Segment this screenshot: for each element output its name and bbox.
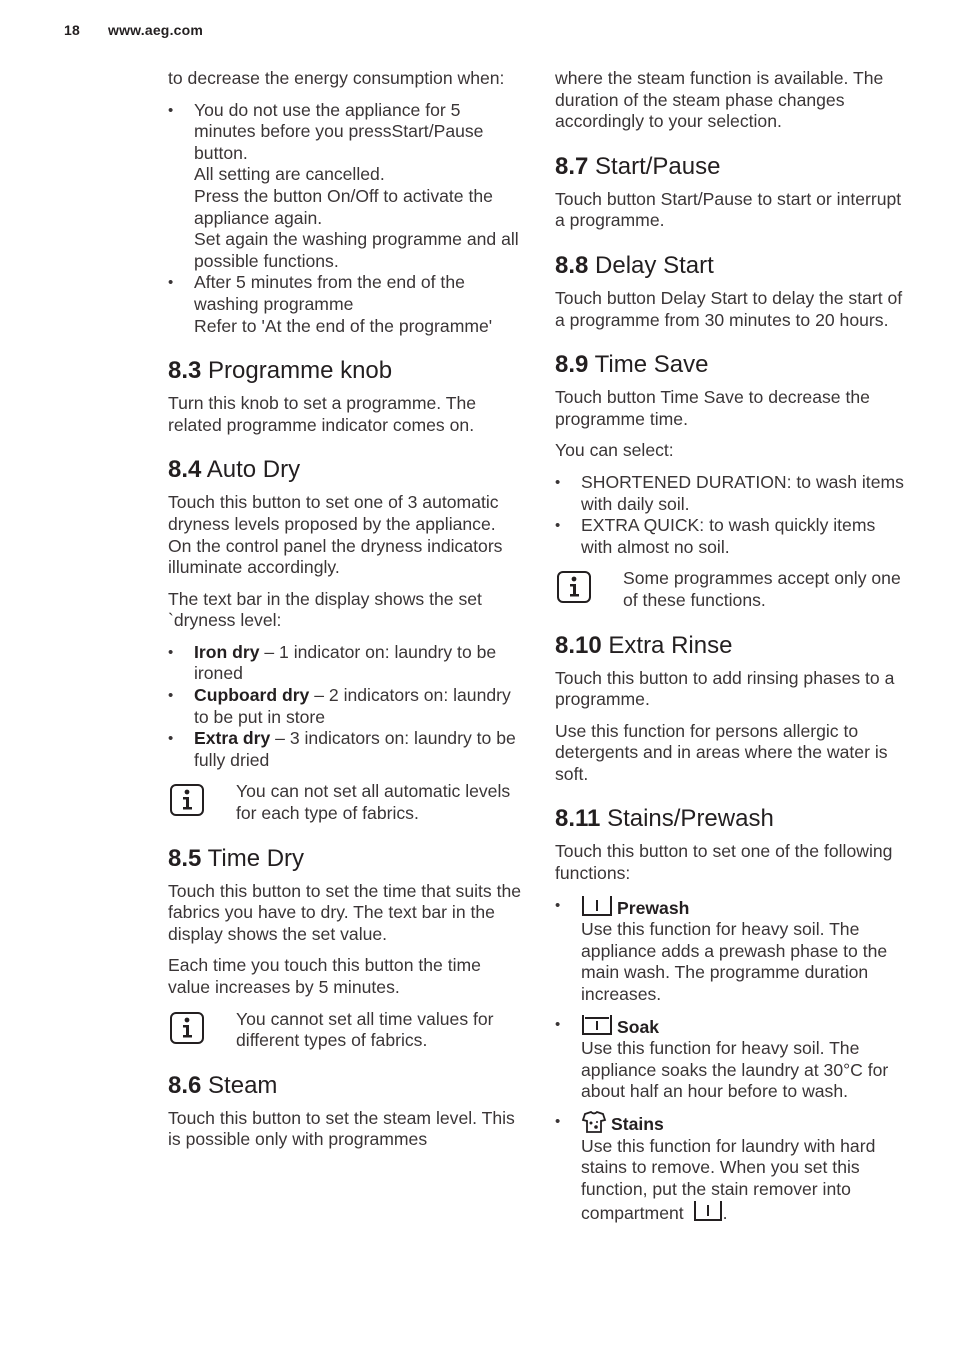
bullet-icon: • [555, 473, 561, 491]
section-text: Touch this button to set the time that suits the fabrics you have to dry. The text bar in the display shows the set value. [168, 880, 522, 944]
list-item: • Stains Use this function for laundry with hard stains to remove. When you set this function, put the stain remover into compartment . [555, 1113, 876, 1224]
page-number: 18 [64, 22, 80, 38]
section-heading-8-6: 8.6 Steam [168, 1071, 278, 1099]
section-text: Use this function for persons allergic to detergents and in areas where the water is soft. [555, 720, 888, 784]
section-text: Touch this button to set one of 3 automatic dryness levels proposed by the appliance. On the control panel the dryness indicators illuminate accordingly. [168, 492, 503, 578]
info-icon [170, 1012, 204, 1044]
page-header [64, 22, 203, 38]
section-text: Touch button Start/Pause to start or interrupt a programme. [555, 188, 902, 231]
list-item: • Iron dry – 1 indicator on: laundry to be ironed [168, 641, 497, 684]
energy-bullets [168, 100, 523, 338]
bullet-icon: • [555, 896, 561, 914]
bullet-icon: • [168, 730, 174, 748]
section-heading-8-10: 8.10 Extra Rinse [555, 631, 733, 659]
section-text: Touch this button to add rinsing phases to a programme. [555, 667, 895, 710]
section-heading-8-5: 8.5 Time Dry [168, 844, 305, 872]
prewash-icon [581, 895, 613, 917]
list-item: • Cupboard dry – 2 indicators on: laundry to be put in store [168, 685, 511, 727]
list-item: • SHORTENED DURATION: to wash items with daily soil. [555, 471, 904, 514]
website-url: www.aeg.com [108, 22, 204, 38]
info-note [168, 781, 523, 824]
info-note [168, 1009, 523, 1052]
bullet-icon: • [555, 1015, 561, 1033]
info-icon [557, 571, 591, 603]
list-item: • Soak Use this function for heavy soil. The appliance soaks the laundry at 30°C for about half an hour before to wash. [555, 1015, 889, 1102]
compartment-icon [693, 1200, 723, 1222]
info-icon [170, 784, 204, 816]
section-heading-8-9: 8.9 Time Save [555, 351, 709, 379]
list-item: • Prewash Use this function for heavy soil. The appliance adds a prewash phase to the main wash. The programme duration increases. [555, 896, 888, 1005]
list-item: • After 5 minutes from the end of the washing programme Refer to 'At the end of the programme' [168, 272, 493, 336]
left-column [168, 68, 523, 1161]
bullet-icon: • [555, 1113, 561, 1130]
section-text: The text bar in the display shows the set `dryness level: [168, 588, 482, 631]
section-heading-8-4: 8.4 Auto Dry [168, 456, 301, 484]
intro-text: where the steam function is available. The duration of the steam phase changes accordingly to your selection. [555, 68, 884, 132]
note-text: You can not set all automatic levels for each type of fabrics. [236, 781, 511, 824]
section-text: Turn this knob to set a programme. The related programme indicator comes on. [168, 393, 477, 435]
list-item: • Extra dry – 3 indicators on: laundry to be fully dried [168, 728, 516, 770]
section-text: Touch button Time Save to decrease the programme time. [555, 387, 870, 429]
section-text: Touch this button to set the steam level. This is possible only with programmes [168, 1107, 515, 1150]
stains-prewash-functions [555, 895, 907, 1225]
section-heading-8-3: 8.3 Programme knob [168, 357, 393, 385]
bullet-icon: • [168, 101, 174, 119]
dryness-levels-list [168, 642, 523, 772]
section-heading-8-11: 8.11 Stains/Prewash [555, 805, 774, 833]
list-item: • EXTRA QUICK: to wash quickly items with almost no soil. [555, 515, 876, 557]
section-text: Touch button Delay Start to delay the start of a programme from 30 minutes to 20 hours. [555, 287, 903, 330]
section-text: Each time you touch this button the time value increases by 5 minutes. [168, 955, 481, 997]
info-note [555, 568, 907, 611]
bullet-icon: • [555, 517, 561, 535]
soak-icon [581, 1014, 613, 1036]
section-text: You can select: [555, 440, 674, 461]
stains-icon [581, 1111, 607, 1133]
section-heading-8-7: 8.7 Start/Pause [555, 152, 721, 180]
list-item: • You do not use the appliance for 5 minutes before you pressStart/Pause button. All setting are cancelled. Press the button On/Off to activate the appliance again. Set again the washing programme and all possible functions. [168, 99, 519, 271]
right-column [555, 68, 907, 1235]
note-text: Some programmes accept only one of these functions. [623, 568, 901, 610]
note-text: You cannot set all time values for different types of fabrics. [236, 1008, 494, 1051]
intro-text: to decrease the energy consumption when: [168, 68, 505, 88]
section-text: Touch this button to set one of the following functions: [555, 841, 893, 884]
bullet-icon: • [168, 643, 174, 661]
bullet-icon: • [168, 274, 174, 292]
time-save-options [555, 472, 907, 558]
bullet-icon: • [168, 687, 174, 705]
section-heading-8-8: 8.8 Delay Start [555, 251, 714, 279]
